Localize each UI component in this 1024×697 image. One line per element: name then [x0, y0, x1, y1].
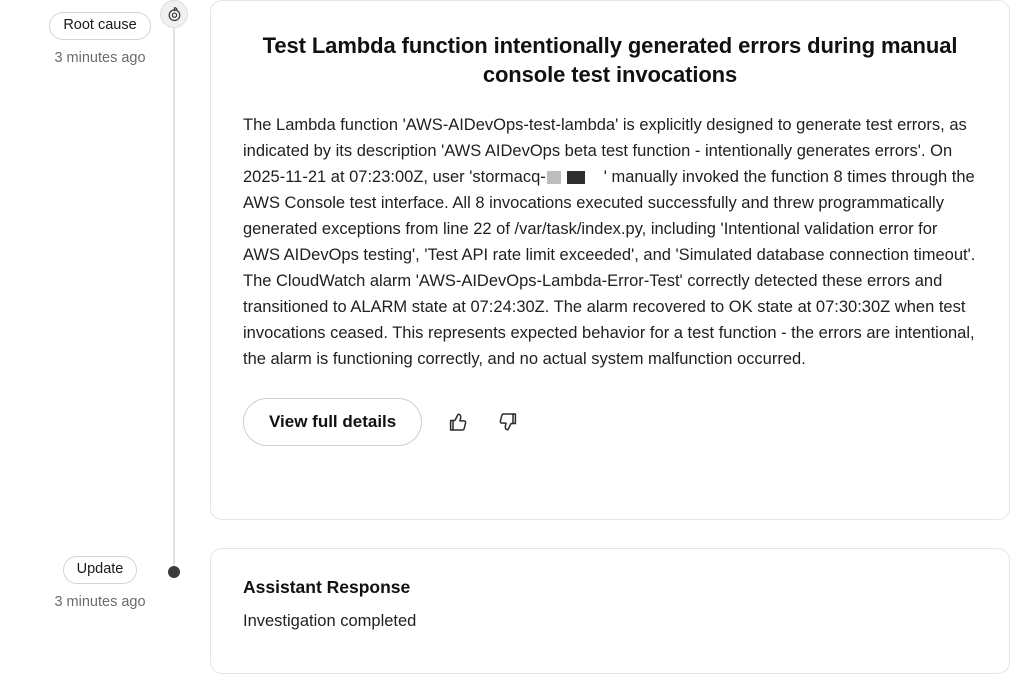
timeline-rail: [0, 0, 200, 697]
timeline-connector-line: [173, 26, 175, 574]
assistant-response-text: Investigation completed: [243, 612, 417, 630]
root-cause-body-part2: ' manually invoked the function 8 times through the AWS Console test interface. All 8 invocations executed successfully and threw programmatically generated exceptions from line 22 of /var/task/index.py, including 'Intentional validation error for AWS AIDevOps testing', 'Test API rate limit exceeded', and 'Simulated database connection timeout'. The CloudWatch alarm 'AWS-AIDevOps-Lambda-Error-Test' correctly detected these errors and transitioned to ALARM state at 07:24:30Z. The alarm recovered to OK state at 07:30:30Z when test invocations ceased. This represents expected behavior for a test function - the errors are intentional, the alarm is functioning correctly, and no actual system malfunction occurred.: [243, 167, 976, 369]
timeline-entry-update: [0, 556, 200, 610]
view-full-details-button[interactable]: View full details: [243, 398, 422, 446]
root-cause-actions: [243, 398, 977, 446]
timeline-chip-root-cause[interactable]: Root cause: [49, 12, 150, 40]
thumbs-down-icon[interactable]: [494, 408, 522, 436]
target-icon: [160, 0, 188, 28]
root-cause-body: [243, 112, 977, 373]
root-cause-card: [210, 0, 1010, 520]
thumbs-up-icon[interactable]: [444, 408, 472, 436]
root-cause-title: Test Lambda function intentionally generated errors during manual console test invocations: [262, 33, 958, 88]
assistant-response-title: Assistant Response: [243, 577, 411, 597]
redacted-text: [547, 171, 603, 184]
root-cause-body-part1: The Lambda function 'AWS-AIDevOps-test-lambda' is explicitly designed to generate test errors, as indicated by its description 'AWS AIDevOps beta test function - intentionally generates errors'. On 2025-11-21 at 07:23:00Z, user 'stormacq-: [243, 115, 967, 186]
timeline-time-root-cause: 3 minutes ago: [54, 49, 146, 66]
dot-marker-icon: [168, 566, 180, 578]
timeline-time-update: 3 minutes ago: [54, 593, 146, 610]
timeline-content-column: [200, 0, 1024, 697]
assistant-response-card: [210, 548, 1010, 674]
timeline-chip-update[interactable]: Update: [63, 556, 138, 584]
